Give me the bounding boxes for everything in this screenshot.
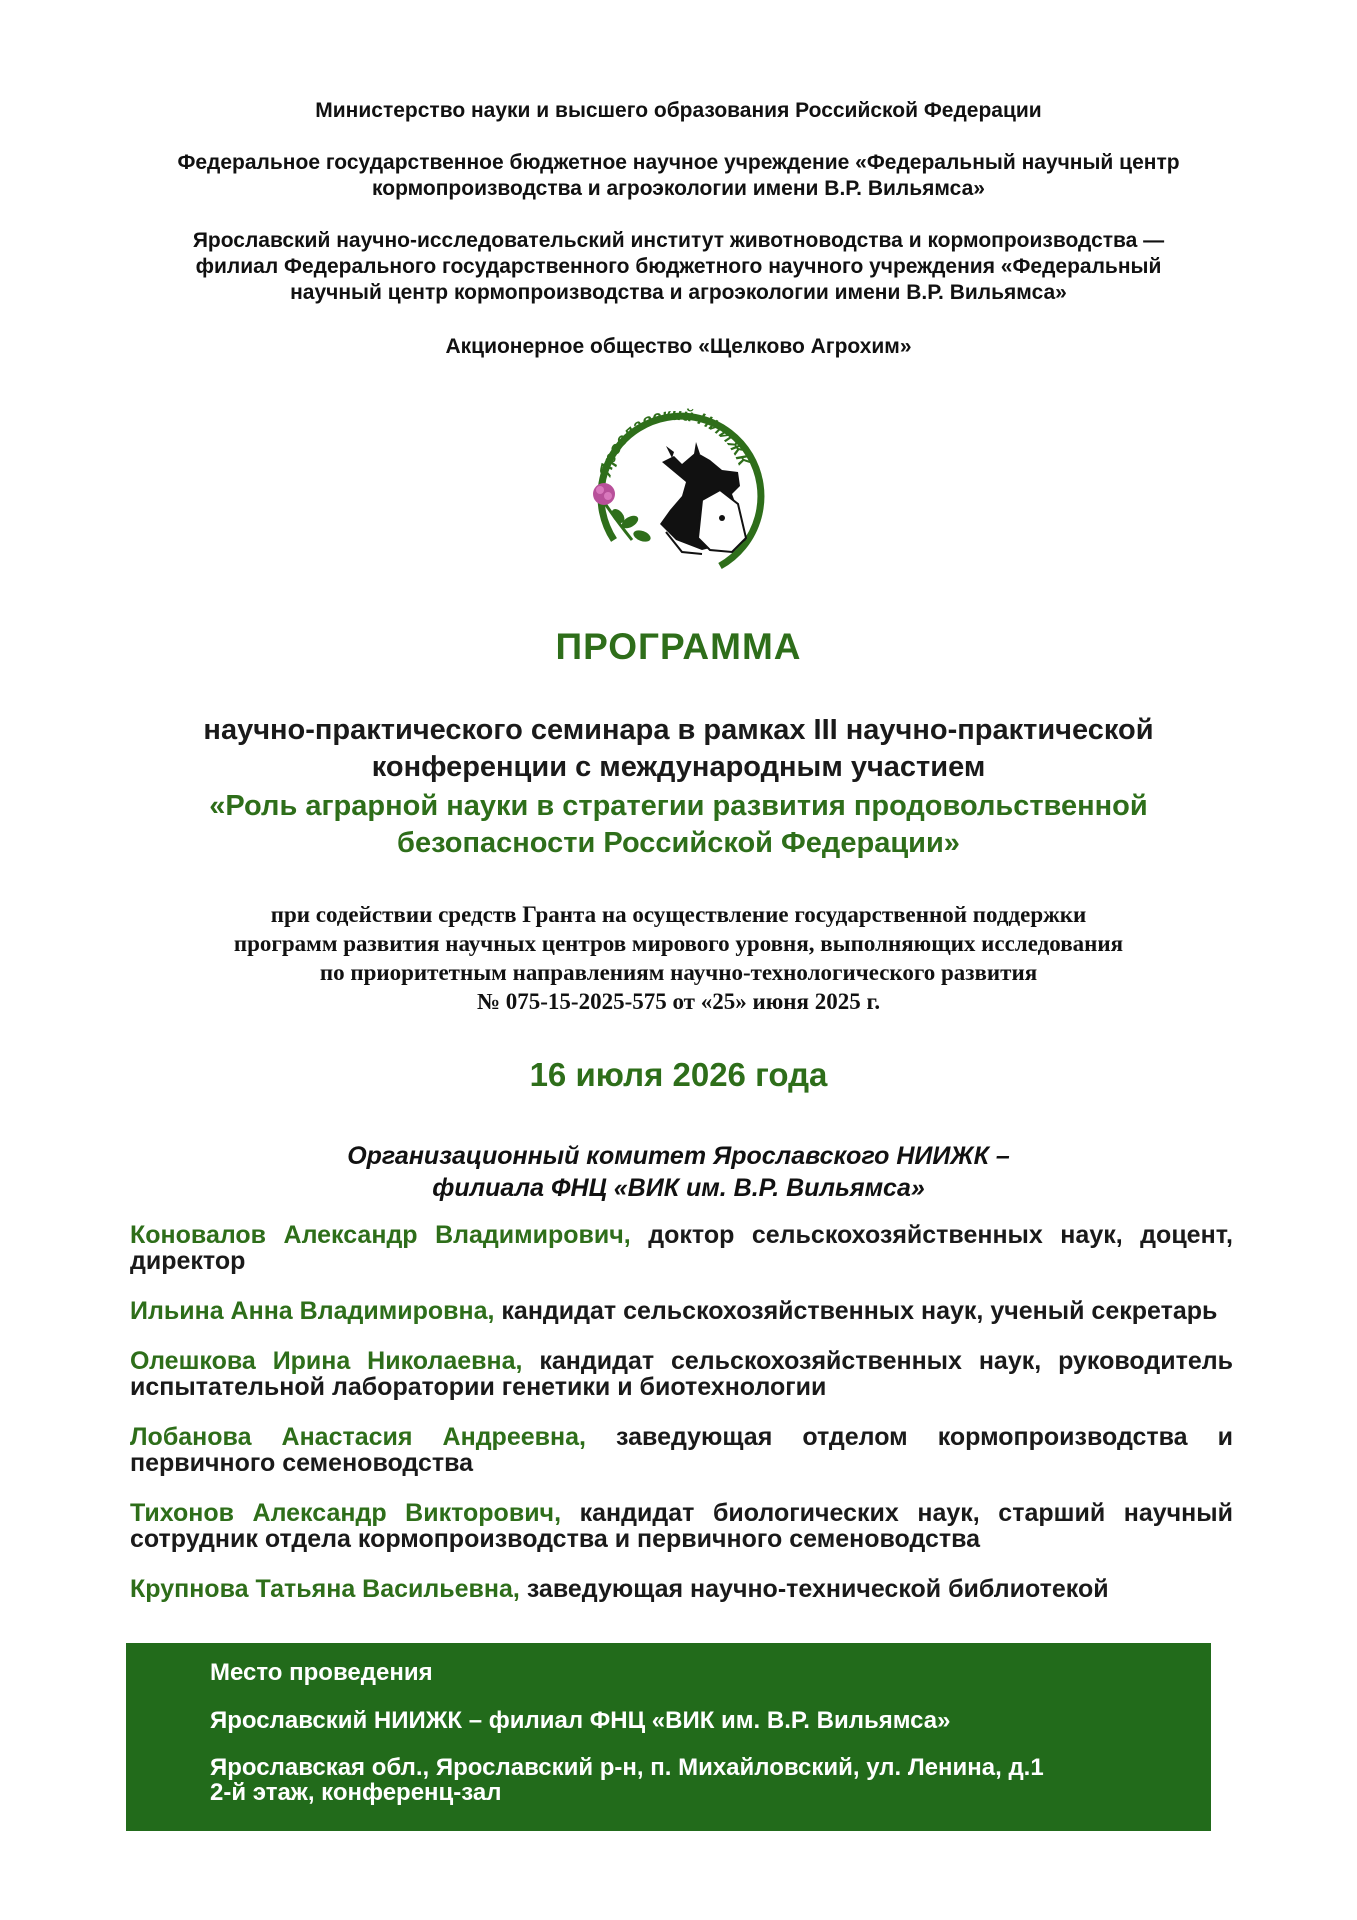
committee-member — [130, 1348, 1233, 1400]
grant-line: программ развития научных центров мирового уровня, выполняющих исследования — [233, 931, 1124, 956]
page-title: ПРОГРАММА — [555, 626, 802, 667]
committee-member — [130, 1576, 1233, 1602]
ministry-name: Министерство науки и высшего образования Российской Федерации — [315, 99, 1042, 122]
event-date: 16 июля 2026 года — [529, 1056, 828, 1093]
committee-member — [130, 1222, 1233, 1274]
committee-member — [130, 1424, 1233, 1476]
institute-name-line: Ярославский научно-исследовательский институт животноводства и кормопроизводства — — [192, 229, 1165, 252]
venue-box — [126, 1643, 1211, 1831]
committee-members — [130, 1222, 1233, 1626]
venue-label: Место проведения — [210, 1659, 433, 1686]
venue-place: Ярославский НИИЖК – филиал ФНЦ «ВИК им. В.Р. Вильямса» — [210, 1707, 951, 1734]
venue-address — [210, 1755, 1211, 1805]
member-name: Ильина Анна Владимировна, — [130, 1297, 495, 1325]
logo-text: Ярославский НИИЖК — [595, 404, 754, 479]
institute-name-line: научный центр кормопроизводства и агроэкологии имени В.Р. Вильямса» — [290, 281, 1067, 304]
member-name: Лобанова Анастасия Андреевна, — [130, 1423, 586, 1451]
venue-address-line: 2-й этаж, конференц-зал — [210, 1779, 502, 1806]
member-description: кандидат сельскохозяйственных наук, руководитель испытательной лаборатории генетики и биотехнологии — [130, 1347, 1233, 1401]
grant-line: при содействии средств Гранта на осуществление государственной поддержки — [270, 902, 1087, 927]
member-name: Крупнова Татьяна Васильевна, — [130, 1575, 520, 1603]
grant-line: по приоритетным направлениям научно-технологического развития — [319, 960, 1038, 985]
conference-title-line: «Роль аграрной науки в стратегии развития продовольственной — [209, 790, 1148, 822]
grant-note — [130, 900, 1227, 1016]
company-name: Акционерное общество «Щелково Агрохим» — [445, 335, 912, 358]
committee-member — [130, 1298, 1233, 1324]
committee-member — [130, 1500, 1233, 1552]
conference-title-line: безопасности Российской Федерации» — [397, 827, 960, 859]
member-name: Тихонов Александр Викторович, — [130, 1499, 562, 1527]
fnc-name-line: Федеральное государственное бюджетное научное учреждение «Федеральный научный центр — [177, 151, 1180, 174]
member-description: доктор сельскохозяйственных наук, доцент, директор — [130, 1221, 1233, 1275]
institute-name-line: филиал Федерального государственного бюджетного научного учреждения «Федеральный — [195, 255, 1162, 278]
committee-title-line: филиала ФНЦ «ВИК им. В.Р. Вильямса» — [432, 1174, 925, 1202]
member-description: кандидат биологических наук, старший научный сотрудник отдела кормопроизводства и первичного семеноводства — [130, 1499, 1233, 1553]
institute-name — [100, 228, 1257, 306]
fnc-name — [100, 150, 1257, 202]
niizhk-logo — [570, 390, 780, 590]
member-description: заведующая научно-технической библиотекой — [526, 1575, 1109, 1603]
venue-address-line: Ярославская обл., Ярославский р-н, п. Михайловский, ул. Ленина, д.1 — [210, 1754, 1044, 1781]
member-description: заведующая отделом кормопроизводства и первичного семеноводства — [130, 1423, 1234, 1477]
fnc-name-line: кормопроизводства и агроэкологии имени В.Р. Вильямса» — [372, 177, 985, 200]
committee-title — [100, 1140, 1257, 1204]
subtitle-line: научно-практического семинара в рамках III научно-практической — [203, 714, 1154, 746]
member-description: кандидат сельскохозяйственных наук, ученый секретарь — [501, 1297, 1218, 1325]
subtitle-line: конференции с международным участием — [371, 751, 986, 783]
seminar-subtitle — [100, 712, 1257, 786]
member-name: Коновалов Александр Владимирович, — [130, 1221, 631, 1249]
conference-title — [100, 788, 1257, 862]
grant-line: № 075-15-2025-575 от «25» июня 2025 г. — [476, 989, 881, 1014]
committee-title-line: Организационный комитет Ярославского НИИЖК – — [347, 1142, 1010, 1170]
member-name: Олешкова Ирина Николаевна, — [130, 1347, 523, 1375]
